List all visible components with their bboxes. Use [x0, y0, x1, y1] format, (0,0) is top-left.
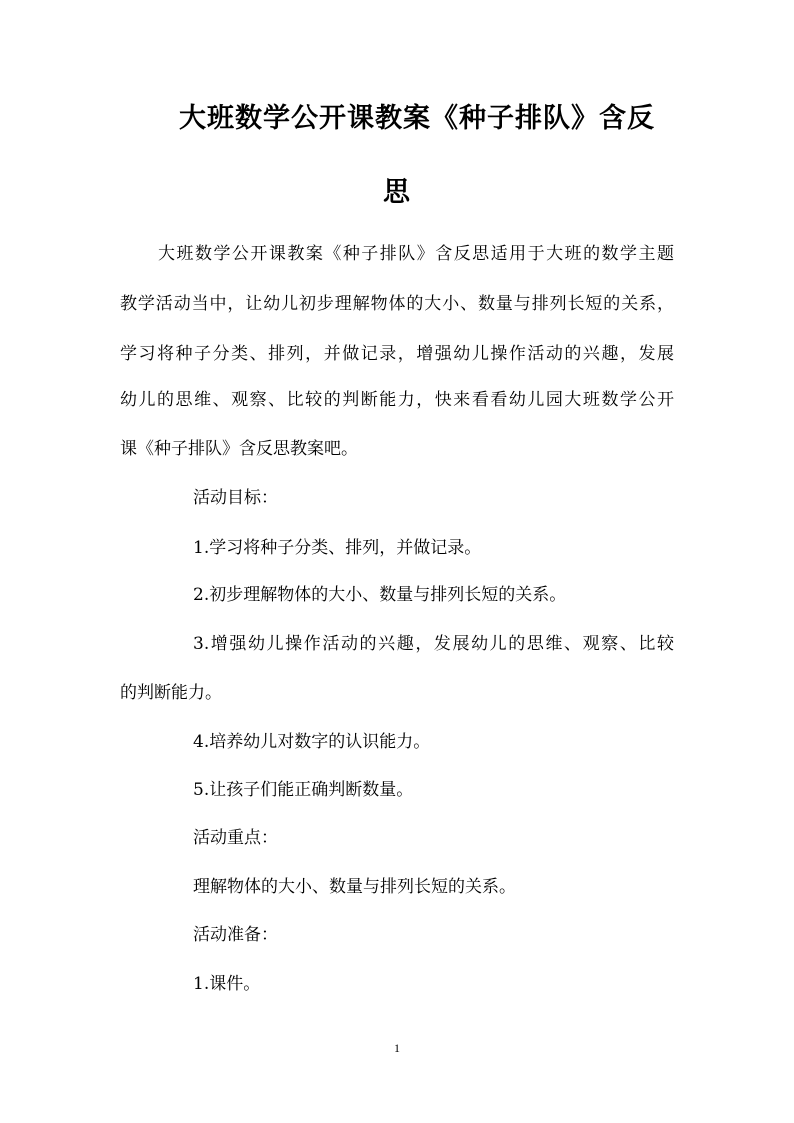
goal-item-5: 5.让孩子们能正确判断数量。: [193, 780, 414, 800]
goal-item-1: 1.学习将种子分类、排列，并做记录。: [193, 538, 482, 558]
goal-item-3-line-2: 的判断能力。: [120, 683, 222, 703]
document-title-line-1: 大班数学公开课教案《种子排队》含反: [179, 103, 655, 134]
goal-item-4: 4.培养幼儿对数字的认识能力。: [193, 732, 431, 752]
document-title-line-2: 思: [383, 177, 411, 208]
goals-heading: 活动目标：: [193, 488, 278, 508]
page-number: 1: [394, 1041, 400, 1055]
goal-item-2: 2.初步理解物体的大小、数量与排列长短的关系。: [193, 585, 567, 605]
intro-paragraph-line-4: 幼儿的思维、观察、比较的判断能力，快来看看幼儿园大班数学公开: [120, 390, 674, 410]
preparation-item-1: 1.课件。: [193, 974, 261, 994]
intro-paragraph-line-5: 课《种子排队》含反思教案吧。: [120, 439, 358, 459]
intro-paragraph-line-2: 教学活动当中，让幼儿初步理解物体的大小、数量与排列长短的关系，: [120, 294, 674, 314]
preparation-heading: 活动准备：: [193, 925, 278, 945]
focus-heading: 活动重点：: [193, 828, 278, 848]
intro-paragraph-line-3: 学习将种子分类、排列，并做记录，增强幼儿操作活动的兴趣，发展: [120, 344, 674, 364]
goal-item-3-line-1: 3.增强幼儿操作活动的兴趣，发展幼儿的思维、观察、比较: [193, 634, 674, 654]
focus-text: 理解物体的大小、数量与排列长短的关系。: [193, 877, 516, 897]
intro-paragraph-line-1: 大班数学公开课教案《种子排队》含反思适用于大班的数学主题: [158, 244, 674, 264]
